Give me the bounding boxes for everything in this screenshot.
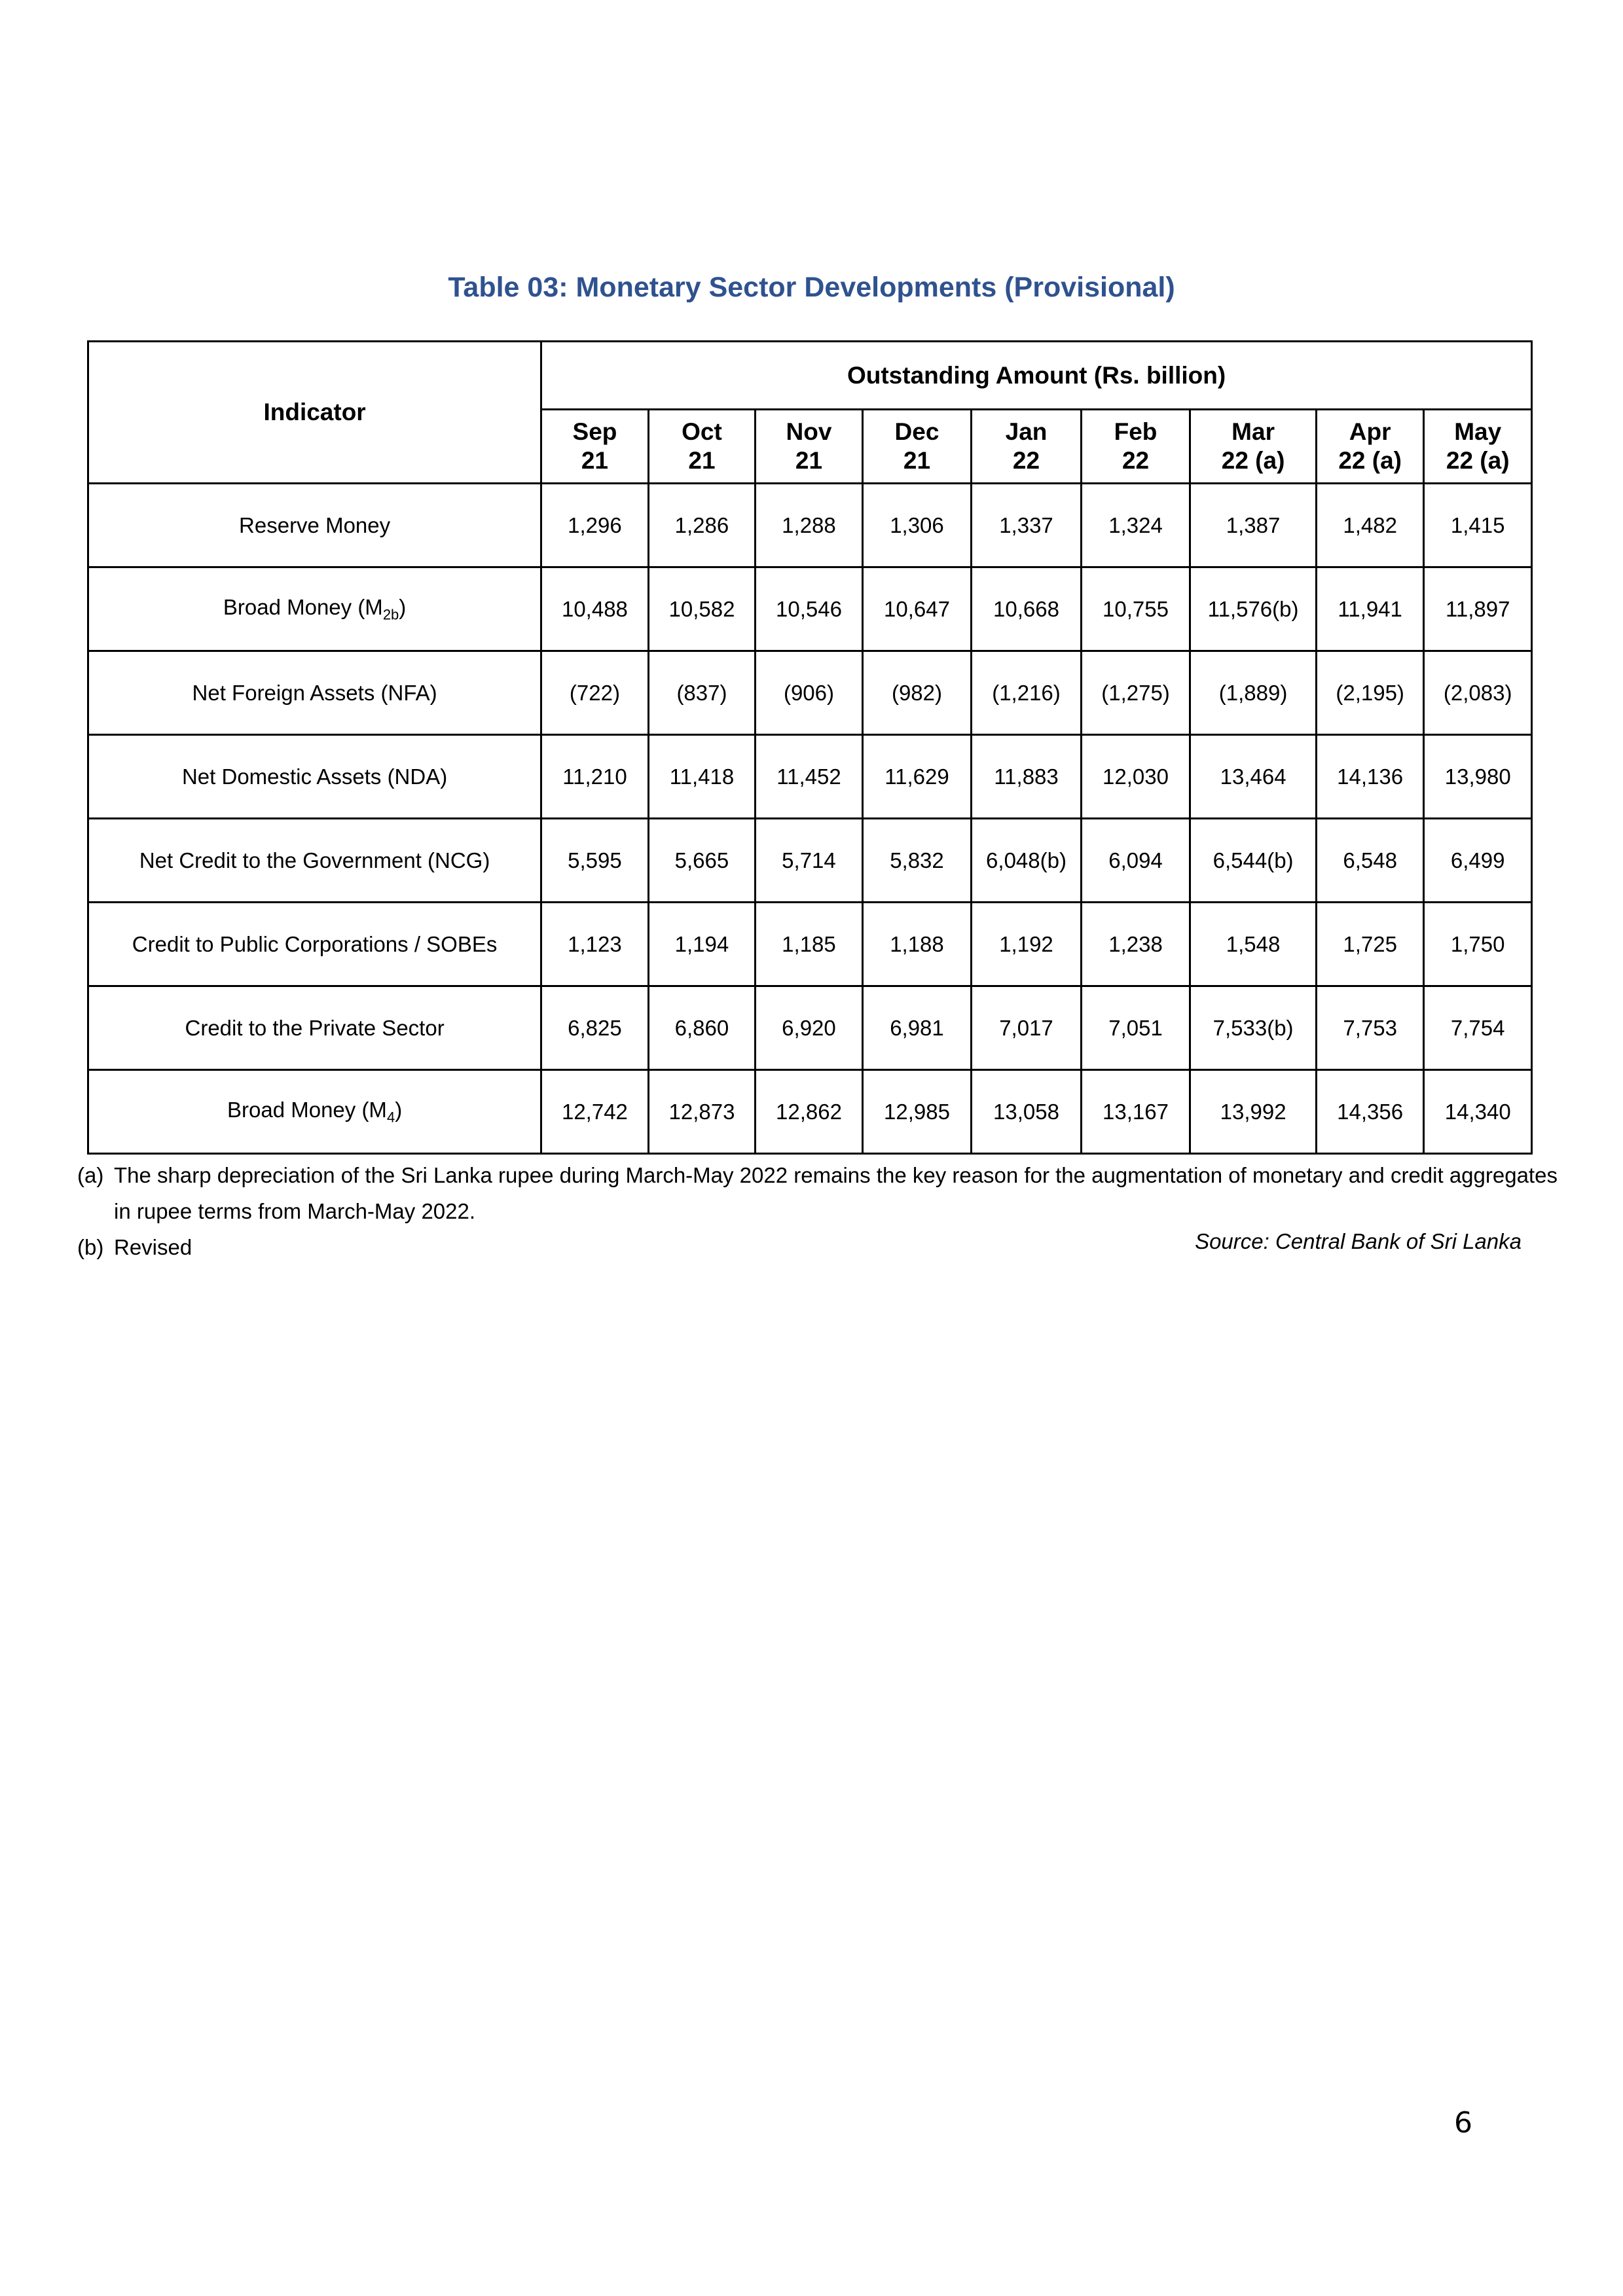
indicator-label xyxy=(88,651,541,735)
column-header-month: Sep xyxy=(572,418,617,445)
value-cell: 12,030 xyxy=(1081,735,1190,819)
column-header-year: 21 xyxy=(688,447,716,474)
column-header-month: Dec xyxy=(894,418,939,445)
value-cell: 1,387 xyxy=(1190,484,1317,567)
indicator-name-end: ) xyxy=(395,1097,403,1122)
column-header-year: 22 (a) xyxy=(1221,447,1285,474)
indicator-label xyxy=(88,484,541,567)
value-cell: 6,048(b) xyxy=(972,819,1082,903)
indicator-name: Broad Money (M xyxy=(223,594,383,619)
indicator-label xyxy=(88,1070,541,1154)
table-row xyxy=(88,819,1532,903)
value-cell: 11,210 xyxy=(541,735,649,819)
value-cell: 1,725 xyxy=(1316,903,1424,986)
value-cell: 1,324 xyxy=(1081,484,1190,567)
indicator-label xyxy=(88,986,541,1070)
table-row xyxy=(88,735,1532,819)
value-cell: 1,123 xyxy=(541,903,649,986)
column-header-year: 21 xyxy=(581,447,609,474)
value-cell: 1,337 xyxy=(972,484,1082,567)
column-header-month: Oct xyxy=(682,418,722,445)
value-cell: 11,897 xyxy=(1424,567,1532,651)
column-header xyxy=(756,410,863,484)
value-cell: 11,883 xyxy=(972,735,1082,819)
footnote-mark: (b) xyxy=(77,1235,104,1259)
value-cell: 6,981 xyxy=(862,986,972,1070)
value-cell: 14,136 xyxy=(1316,735,1424,819)
value-cell: 5,714 xyxy=(756,819,863,903)
value-cell: (1,216) xyxy=(972,651,1082,735)
group-header: Outstanding Amount (Rs. billion) xyxy=(541,342,1532,410)
value-cell: (1,275) xyxy=(1081,651,1190,735)
value-cell: 12,873 xyxy=(648,1070,756,1154)
value-cell: 6,825 xyxy=(541,986,649,1070)
value-cell: 5,832 xyxy=(862,819,972,903)
value-cell: (906) xyxy=(756,651,863,735)
value-cell: 7,533(b) xyxy=(1190,986,1317,1070)
indicator-label xyxy=(88,567,541,651)
footnote-text: The sharp depreciation of the Sri Lanka rupee during March-May 2022 remains the key reason for the augmentation of monetary and credit aggregates in rupee terms from March-May 2022. xyxy=(114,1163,1558,1223)
indicator-subscript: 2b xyxy=(382,606,399,623)
value-cell: 6,860 xyxy=(648,986,756,1070)
value-cell: 12,862 xyxy=(756,1070,863,1154)
value-cell: 7,753 xyxy=(1316,986,1424,1070)
column-header xyxy=(1316,410,1424,484)
value-cell: 13,464 xyxy=(1190,735,1317,819)
value-cell: 10,488 xyxy=(541,567,649,651)
column-header-month: Nov xyxy=(786,418,832,445)
column-header-year: 22 (a) xyxy=(1338,447,1402,474)
column-header-year: 21 xyxy=(795,447,823,474)
indicator-label xyxy=(88,735,541,819)
value-cell: 1,306 xyxy=(862,484,972,567)
indicator-label xyxy=(88,903,541,986)
column-header-month: May xyxy=(1454,418,1502,445)
source-note: Source: Central Bank of Sri Lanka xyxy=(1195,1229,1522,1253)
footnote-a xyxy=(77,1157,1577,1229)
value-cell: 5,665 xyxy=(648,819,756,903)
column-header xyxy=(1424,410,1532,484)
table-row xyxy=(88,651,1532,735)
value-cell: 1,296 xyxy=(541,484,649,567)
column-header-month: Mar xyxy=(1231,418,1275,445)
value-cell: 1,482 xyxy=(1316,484,1424,567)
footnote-mark: (a) xyxy=(77,1163,104,1187)
value-cell: 13,058 xyxy=(972,1070,1082,1154)
value-cell: 1,192 xyxy=(972,903,1082,986)
indicator-name: Net Foreign Assets (NFA) xyxy=(192,680,437,705)
value-cell: 10,647 xyxy=(862,567,972,651)
monetary-table xyxy=(87,340,1533,1155)
table-row xyxy=(88,903,1532,986)
value-cell: 1,548 xyxy=(1190,903,1317,986)
value-cell: 11,452 xyxy=(756,735,863,819)
column-header-year: 22 xyxy=(1012,447,1040,474)
table-title: Table 03: Monetary Sector Developments (Provisional) xyxy=(448,272,1175,303)
value-cell: (2,195) xyxy=(1316,651,1424,735)
value-cell: 5,595 xyxy=(541,819,649,903)
indicator-name: Broad Money (M xyxy=(227,1097,387,1122)
value-cell: 1,415 xyxy=(1424,484,1532,567)
value-cell: 1,750 xyxy=(1424,903,1532,986)
table-row xyxy=(88,986,1532,1070)
column-header-year: 21 xyxy=(903,447,931,474)
value-cell: 6,544(b) xyxy=(1190,819,1317,903)
value-cell: 14,340 xyxy=(1424,1070,1532,1154)
column-header xyxy=(972,410,1082,484)
indicator-name: Credit to Public Corporations / SOBEs xyxy=(132,931,498,956)
value-cell: (982) xyxy=(862,651,972,735)
value-cell: 10,755 xyxy=(1081,567,1190,651)
footnote-text: Revised xyxy=(114,1235,192,1259)
value-cell: 6,094 xyxy=(1081,819,1190,903)
column-header xyxy=(1081,410,1190,484)
value-cell: 1,194 xyxy=(648,903,756,986)
column-header xyxy=(541,410,649,484)
value-cell: (722) xyxy=(541,651,649,735)
value-cell: 6,499 xyxy=(1424,819,1532,903)
value-cell: 13,167 xyxy=(1081,1070,1190,1154)
indicator-name: Net Credit to the Government (NCG) xyxy=(139,848,490,872)
value-cell: 7,051 xyxy=(1081,986,1190,1070)
value-cell: 14,356 xyxy=(1316,1070,1424,1154)
value-cell: 13,980 xyxy=(1424,735,1532,819)
value-cell: 6,548 xyxy=(1316,819,1424,903)
indicator-header: Indicator xyxy=(88,342,541,484)
value-cell: 11,418 xyxy=(648,735,756,819)
value-cell: 12,985 xyxy=(862,1070,972,1154)
column-header-month: Jan xyxy=(1005,418,1048,445)
column-header xyxy=(862,410,972,484)
value-cell: (2,083) xyxy=(1424,651,1532,735)
value-cell: 12,742 xyxy=(541,1070,649,1154)
value-cell: 1,188 xyxy=(862,903,972,986)
value-cell: 13,992 xyxy=(1190,1070,1317,1154)
indicator-name: Net Domestic Assets (NDA) xyxy=(181,764,448,789)
value-cell: 10,668 xyxy=(972,567,1082,651)
value-cell: 1,238 xyxy=(1081,903,1190,986)
column-header-year: 22 (a) xyxy=(1446,447,1510,474)
value-cell: 6,920 xyxy=(756,986,863,1070)
value-cell: 1,185 xyxy=(756,903,863,986)
table-row xyxy=(88,1070,1532,1154)
column-header-year: 22 xyxy=(1122,447,1150,474)
indicator-name: Credit to the Private Sector xyxy=(185,1015,445,1040)
indicator-label xyxy=(88,819,541,903)
value-cell: 11,941 xyxy=(1316,567,1424,651)
value-cell: (1,889) xyxy=(1190,651,1317,735)
indicator-subscript: 4 xyxy=(386,1109,395,1126)
value-cell: 10,546 xyxy=(756,567,863,651)
table-row xyxy=(88,567,1532,651)
indicator-name-end: ) xyxy=(399,594,407,619)
table-row xyxy=(88,484,1532,567)
page-number: 6 xyxy=(1454,2106,1472,2140)
value-cell: 11,629 xyxy=(862,735,972,819)
value-cell: 7,754 xyxy=(1424,986,1532,1070)
value-cell: 1,288 xyxy=(756,484,863,567)
value-cell: (837) xyxy=(648,651,756,735)
column-header-month: Feb xyxy=(1114,418,1158,445)
column-header xyxy=(648,410,756,484)
value-cell: 1,286 xyxy=(648,484,756,567)
value-cell: 11,576(b) xyxy=(1190,567,1317,651)
column-header-month: Apr xyxy=(1349,418,1391,445)
column-header xyxy=(1190,410,1317,484)
indicator-name: Reserve Money xyxy=(239,512,391,537)
value-cell: 7,017 xyxy=(972,986,1082,1070)
value-cell: 10,582 xyxy=(648,567,756,651)
